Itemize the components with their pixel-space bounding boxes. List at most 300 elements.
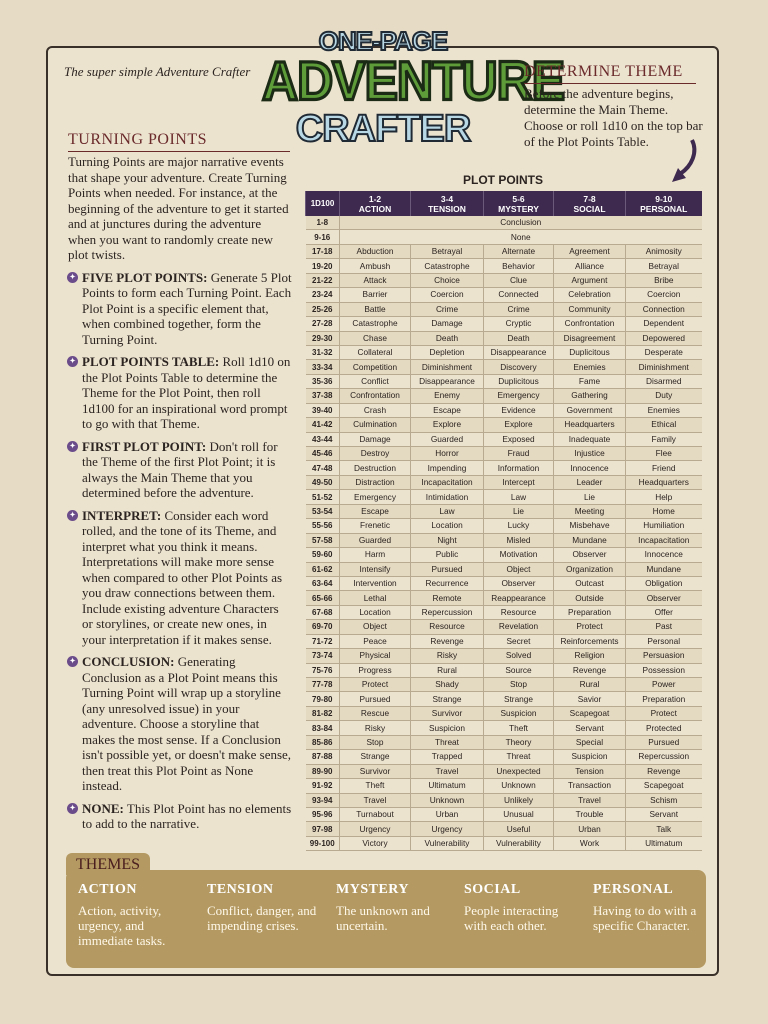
table-row [306, 634, 702, 648]
table-cell: Evidence [484, 403, 554, 417]
subtitle: The super simple Adventure Crafter [64, 64, 251, 79]
table-cell: Special [554, 735, 626, 749]
table-cell: Guarded [340, 533, 411, 547]
table-cell: Vulnerability [411, 836, 484, 850]
table-cell: Injustice [554, 447, 626, 461]
table-cell: Explore [411, 418, 484, 432]
table-row [306, 750, 702, 764]
table-cell: Strange [411, 692, 484, 706]
table-cell: Intensify [340, 562, 411, 576]
table-cell: Lucky [484, 519, 554, 533]
table-cell: Travel [340, 793, 411, 807]
table-cell: Intervention [340, 576, 411, 590]
plot-points-table [305, 191, 702, 851]
table-cell: Urban [554, 822, 626, 836]
table-row [306, 822, 702, 836]
range-cell: 87-88 [306, 750, 340, 764]
range-cell: 55-56 [306, 519, 340, 533]
table-cell: Innocence [554, 461, 626, 475]
table-cell: Suspicion [484, 706, 554, 720]
range-cell: 53-54 [306, 504, 340, 518]
table-cell: Misbehave [554, 519, 626, 533]
table-row [306, 216, 702, 230]
table-cell: Desperate [626, 345, 702, 359]
table-cell: Transaction [554, 779, 626, 793]
table-cell: Meeting [554, 504, 626, 518]
table-cell: Emergency [484, 389, 554, 403]
table-cell: Duty [626, 389, 702, 403]
table-cell: Obligation [626, 576, 702, 590]
table-cell: Confrontation [340, 389, 411, 403]
bullet-text: Generate 5 Plot Points to form each Turning Point. Each Plot Point is a specific element that, when combined together, form the Turning Point. [82, 269, 292, 347]
turning-point-bullet [68, 354, 292, 432]
table-cell: Coercion [411, 288, 484, 302]
table-cell: Agreement [554, 244, 626, 258]
table-row [306, 706, 702, 720]
range-cell: 61-62 [306, 562, 340, 576]
range-cell: 81-82 [306, 706, 340, 720]
table-cell: Reinforcements [554, 634, 626, 648]
table-cell: Solved [484, 649, 554, 663]
determine-theme-text: Before the adventure begins, determine the Main Theme. Choose or roll 1d10 on the top bar of the Plot Points Table. [524, 86, 703, 149]
turning-point-bullet [68, 801, 292, 832]
table-cell: Intimidation [411, 490, 484, 504]
table-cell: Travel [554, 793, 626, 807]
turning-points-intro: Turning Points are major narrative events that shape your adventure. Create Turning Points when needed. For instance, at the beginning of the adventure to get it started and at junctures during the adventure when you want to randomly create new plot twists. [68, 154, 289, 262]
table-cell: Escape [340, 504, 411, 518]
table-cell: Argument [554, 273, 626, 287]
table-cell: Incapacitation [411, 475, 484, 489]
table-cell: Bribe [626, 273, 702, 287]
table-cell: Escape [411, 403, 484, 417]
table-cell: Discovery [484, 360, 554, 374]
table-cell: Pursued [340, 692, 411, 706]
table-row [306, 562, 702, 576]
table-row [306, 576, 702, 590]
turning-points-bullets [68, 270, 292, 832]
theme-description: Having to do with a specific Character. [593, 903, 697, 933]
table-cell: Leader [554, 475, 626, 489]
range-cell: 43-44 [306, 432, 340, 446]
range-cell: 67-68 [306, 605, 340, 619]
table-cell: Trapped [411, 750, 484, 764]
table-cell: Fraud [484, 447, 554, 461]
table-cell: Duplicitous [554, 345, 626, 359]
table-row [306, 490, 702, 504]
range-cell: 1-8 [306, 216, 340, 230]
table-row [306, 331, 702, 345]
theme-personal [593, 882, 711, 933]
range-cell: 85-86 [306, 735, 340, 749]
table-row [306, 605, 702, 619]
range-cell: 91-92 [306, 779, 340, 793]
range-cell: 47-48 [306, 461, 340, 475]
range-cell: 83-84 [306, 721, 340, 735]
table-cell: Attack [340, 273, 411, 287]
table-cell: Chase [340, 331, 411, 345]
table-cell: Crash [340, 403, 411, 417]
table-cell: Headquarters [626, 475, 702, 489]
table-row [306, 475, 702, 489]
table-cell: Organization [554, 562, 626, 576]
table-cell: Suspicion [554, 750, 626, 764]
table-cell: Innocence [626, 548, 702, 562]
table-cell: Choice [411, 273, 484, 287]
table-cell: Depowered [626, 331, 702, 345]
themes-tab: THEMES [66, 853, 150, 875]
bullet-icon: ✦ [67, 510, 78, 521]
range-cell: 77-78 [306, 678, 340, 692]
table-cell: Conflict [340, 374, 411, 388]
table-cell: Alliance [554, 259, 626, 273]
table-cell: Duplicitous [484, 374, 554, 388]
table-cell: Ambush [340, 259, 411, 273]
table-cell: Theory [484, 735, 554, 749]
table-row [306, 461, 702, 475]
table-row [306, 663, 702, 677]
table-row [306, 779, 702, 793]
table-cell: Scapegoat [554, 706, 626, 720]
bullet-text: Don't roll for the Theme of the first Plot Point; it is always the Main Theme that you determined before the adventure. [82, 438, 278, 500]
theme-action [78, 882, 196, 948]
table-cell: Home [626, 504, 702, 518]
range-cell: 49-50 [306, 475, 340, 489]
table-cell: Rural [411, 663, 484, 677]
table-cell: Guarded [411, 432, 484, 446]
table-cell: Pursued [626, 735, 702, 749]
table-cell: Ultimatum [626, 836, 702, 850]
table-cell: Family [626, 432, 702, 446]
table-cell: Secret [484, 634, 554, 648]
table-cell: Information [484, 461, 554, 475]
bullet-text: Roll 1d10 on the Plot Points Table to determine the Theme for the Plot Point, then roll 1d100 for an inspirational word prompt to go with that Theme. [82, 354, 291, 431]
table-cell: Progress [340, 663, 411, 677]
table-row [306, 418, 702, 432]
table-row [306, 374, 702, 388]
table-cell: Intercept [484, 475, 554, 489]
theme-tension [207, 882, 325, 933]
table-cell: Protected [626, 721, 702, 735]
theme-name: PERSONAL [593, 882, 674, 897]
table-cell: Catastrophe [411, 259, 484, 273]
range-cell: 39-40 [306, 403, 340, 417]
table-cell: Personal [626, 634, 702, 648]
range-cell: 63-64 [306, 576, 340, 590]
table-cell: Remote [411, 591, 484, 605]
table-cell: Public [411, 548, 484, 562]
table-cell: Unknown [411, 793, 484, 807]
table-cell: Harm [340, 548, 411, 562]
table-cell: Inadequate [554, 432, 626, 446]
theme-social [464, 882, 582, 933]
bullet-label: NONE: [82, 800, 124, 816]
range-cell: 65-66 [306, 591, 340, 605]
table-cell: Death [484, 331, 554, 345]
table-row [306, 591, 702, 605]
theme-name: TENSION [207, 882, 274, 897]
table-cell: Rescue [340, 706, 411, 720]
table-cell: Trouble [554, 807, 626, 821]
table-cell: Mundane [554, 533, 626, 547]
table-cell: Pursued [411, 562, 484, 576]
table-cell: Community [554, 302, 626, 316]
table-cell: Animosity [626, 244, 702, 258]
table-cell: Religion [554, 649, 626, 663]
table-cell: Impending [411, 461, 484, 475]
table-row [306, 345, 702, 359]
table-cell: Explore [484, 418, 554, 432]
table-row [306, 273, 702, 287]
table-cell: Protect [554, 620, 626, 634]
table-cell: Useful [484, 822, 554, 836]
range-cell: 45-46 [306, 447, 340, 461]
table-cell: Outcast [554, 576, 626, 590]
table-cell: Scapegoat [626, 779, 702, 793]
table-cell: Diminishment [626, 360, 702, 374]
table-cell: Mundane [626, 562, 702, 576]
table-body [306, 216, 702, 851]
range-cell: 71-72 [306, 634, 340, 648]
table-cell: Battle [340, 302, 411, 316]
table-cell: Past [626, 620, 702, 634]
table-cell: Repercussion [626, 750, 702, 764]
bullet-icon: ✦ [67, 803, 78, 814]
table-cell: Catastrophe [340, 317, 411, 331]
table-cell: Coercion [626, 288, 702, 302]
bullet-icon: ✦ [67, 272, 78, 283]
bullet-icon: ✦ [67, 441, 78, 452]
table-cell: Persuasion [626, 649, 702, 663]
bullet-icon: ✦ [67, 656, 78, 667]
table-cell: Disarmed [626, 374, 702, 388]
themes-box [66, 870, 706, 968]
table-cell: Servant [626, 807, 702, 821]
table-cell: Risky [411, 649, 484, 663]
table-cell: Law [411, 504, 484, 518]
bullet-label: INTERPRET: [82, 507, 162, 523]
table-cell: Turnabout [340, 807, 411, 821]
bullet-text: Consider each word rolled, and the tone of its Theme, and interpret what you think it means. Interpretations will make more sense when compared to other Plot Points as you draw connections between them. Include existing adventure Characters or storylines, or create new ones, in your interpretation if it makes sense. [82, 507, 283, 647]
table-row [306, 230, 702, 244]
table-cell: Observer [484, 576, 554, 590]
table-cell: Lie [484, 504, 554, 518]
table-cell: Flee [626, 447, 702, 461]
table-cell: Distraction [340, 475, 411, 489]
table-cell: Threat [484, 750, 554, 764]
table-cell: Abduction [340, 244, 411, 258]
table-cell: Source [484, 663, 554, 677]
table-row [306, 389, 702, 403]
bullet-text: Generating Conclusion as a Plot Point means this Turning Point will wrap up a storyline (any unresolved issue) in your adventure. Choose a storyline that makes the most sense. If a Conclusion isn't possible yet, or doesn't make sense, then treat this Plot Point as None instead. [82, 654, 292, 793]
table-cell: Possession [626, 663, 702, 677]
table-cell: Theft [340, 779, 411, 793]
table-cell: Observer [554, 548, 626, 562]
table-cell: Rural [554, 678, 626, 692]
table-cell: Observer [626, 591, 702, 605]
table-cell: Damage [340, 432, 411, 446]
table-cell: Connection [626, 302, 702, 316]
range-cell: 75-76 [306, 663, 340, 677]
table-cell: Risky [340, 721, 411, 735]
table-row [306, 692, 702, 706]
range-cell: 41-42 [306, 418, 340, 432]
table-row [306, 504, 702, 518]
range-cell: 57-58 [306, 533, 340, 547]
theme-description: Conflict, danger, and impending crises. [207, 903, 317, 933]
table-cell: Betrayal [626, 259, 702, 273]
range-cell: 35-36 [306, 374, 340, 388]
range-cell: 97-98 [306, 822, 340, 836]
table-cell: Offer [626, 605, 702, 619]
table-cell: Barrier [340, 288, 411, 302]
logo-line-3: CRAFTER [295, 108, 471, 150]
table-cell: Strange [484, 692, 554, 706]
range-cell: 79-80 [306, 692, 340, 706]
table-cell: Outside [554, 591, 626, 605]
table-cell: Object [340, 620, 411, 634]
table-cell: Stop [484, 678, 554, 692]
table-cell: Revenge [626, 764, 702, 778]
table-cell: Location [340, 605, 411, 619]
table-cell: Power [626, 678, 702, 692]
table-cell: Strange [340, 750, 411, 764]
table-cell: Servant [554, 721, 626, 735]
table-cell: Survivor [340, 764, 411, 778]
table-cell: Protect [340, 678, 411, 692]
table-cell: Survivor [411, 706, 484, 720]
range-cell: 89-90 [306, 764, 340, 778]
table-cell: Urgency [340, 822, 411, 836]
table-cell: Lethal [340, 591, 411, 605]
table-cell: Misled [484, 533, 554, 547]
table-row [306, 317, 702, 331]
table-cell: Repercussion [411, 605, 484, 619]
turning-points-body [68, 154, 292, 839]
table-row [306, 548, 702, 562]
table-cell: Friend [626, 461, 702, 475]
range-cell: 19-20 [306, 259, 340, 273]
table-cell: Enemy [411, 389, 484, 403]
table-cell: Incapacitation [626, 533, 702, 547]
table-cell: Reappearance [484, 591, 554, 605]
table-cell: Dependent [626, 317, 702, 331]
table-cell: Frenetic [340, 519, 411, 533]
table-cell: Culmination [340, 418, 411, 432]
table-row [306, 764, 702, 778]
table-cell: Peace [340, 634, 411, 648]
table-cell: Confrontation [554, 317, 626, 331]
table-row [306, 360, 702, 374]
range-cell: 51-52 [306, 490, 340, 504]
table-cell: Motivation [484, 548, 554, 562]
table-cell: Unusual [484, 807, 554, 821]
table-row [306, 649, 702, 663]
range-cell: 93-94 [306, 793, 340, 807]
table-cell: Connected [484, 288, 554, 302]
table-cell: Night [411, 533, 484, 547]
table-row [306, 244, 702, 258]
table-cell: Diminishment [411, 360, 484, 374]
bullet-label: PLOT POINTS TABLE: [82, 354, 220, 369]
range-cell: 59-60 [306, 548, 340, 562]
table-cell: Recurrence [411, 576, 484, 590]
theme-description: Action, activity, urgency, and immediate tasks. [78, 903, 166, 948]
range-cell: 9-16 [306, 230, 340, 244]
table-cell: Disappearance [411, 374, 484, 388]
span-cell: Conclusion [340, 216, 702, 230]
table-cell: Competition [340, 360, 411, 374]
table-cell: Unexpected [484, 764, 554, 778]
theme-description: The unknown and uncertain. [336, 903, 430, 933]
range-cell: 17-18 [306, 244, 340, 258]
table-cell: Urban [411, 807, 484, 821]
theme-mystery [336, 882, 454, 933]
table-cell: Enemies [554, 360, 626, 374]
table-row [306, 302, 702, 316]
range-cell: 23-24 [306, 288, 340, 302]
table-cell: Savior [554, 692, 626, 706]
table-cell: Betrayal [411, 244, 484, 258]
table-cell: Tension [554, 764, 626, 778]
range-cell: 37-38 [306, 389, 340, 403]
table-row [306, 403, 702, 417]
table-cell: Help [626, 490, 702, 504]
theme-name: SOCIAL [464, 882, 521, 897]
table-cell: Headquarters [554, 418, 626, 432]
table-cell: Physical [340, 649, 411, 663]
table-cell: Humiliation [626, 519, 702, 533]
table-row [306, 447, 702, 461]
table-cell: Enemies [626, 403, 702, 417]
table-cell: Fame [554, 374, 626, 388]
table-cell: Revelation [484, 620, 554, 634]
theme-description: People interacting with each other. [464, 903, 559, 933]
table-row [306, 533, 702, 547]
logo-line-1: ONE-PAGE [318, 26, 448, 56]
table-cell: Emergency [340, 490, 411, 504]
range-cell: 25-26 [306, 302, 340, 316]
table-cell: Revenge [554, 663, 626, 677]
turning-point-bullet [68, 654, 292, 794]
bullet-label: FIVE PLOT POINTS: [82, 269, 208, 285]
table-row [306, 519, 702, 533]
range-cell: 21-22 [306, 273, 340, 287]
table-row [306, 432, 702, 446]
range-cell: 73-74 [306, 649, 340, 663]
table-row [306, 620, 702, 634]
table-cell: Death [411, 331, 484, 345]
table-header-cell: 3-4 TENSION [411, 191, 484, 216]
determine-theme-heading: DETERMINE THEME [524, 63, 696, 84]
logo-line-2: ADVENTURE [262, 50, 565, 112]
table-cell: Protect [626, 706, 702, 720]
table-cell: Threat [411, 735, 484, 749]
table-cell: Disagreement [554, 331, 626, 345]
table-row [306, 288, 702, 302]
table-row [306, 836, 702, 850]
table-cell: Urgency [411, 822, 484, 836]
plot-points-title: PLOT POINTS [462, 173, 543, 187]
table-cell: Destruction [340, 461, 411, 475]
bullet-label: FIRST PLOT POINT: [82, 438, 207, 454]
table-cell: Preparation [554, 605, 626, 619]
table-cell: Alternate [484, 244, 554, 258]
table-cell: Revenge [411, 634, 484, 648]
table-cell: Celebration [554, 288, 626, 302]
table-cell: Exposed [484, 432, 554, 446]
table-row [306, 793, 702, 807]
table-row [306, 807, 702, 821]
